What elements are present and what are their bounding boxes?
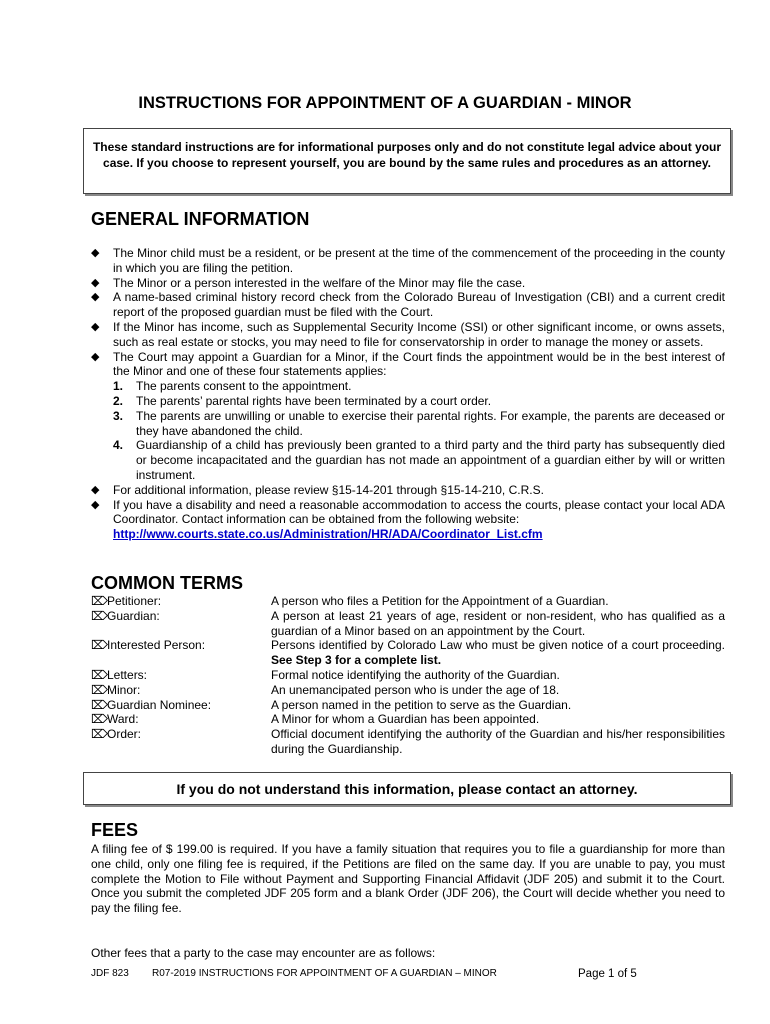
term-label: Interested Person: [107, 638, 206, 653]
list-item: ◆ If the Minor has income, such as Supplemental Security Income (SSI) or other significant income, or owns assets, such as real estate or stocks, you may need to file for conservatorship in order to manage the money or assets. [91, 319, 725, 349]
page-title: INSTRUCTIONS FOR APPOINTMENT OF A GUARDIAN - MINOR [138, 94, 632, 112]
diamond-bullet-icon: ◆ [91, 498, 100, 511]
table-row [91, 609, 725, 639]
table-row [91, 668, 725, 683]
term-definition: Official document identifying the authority of the Guardian and his/her responsibilities during the Guardianship. [271, 727, 725, 756]
common-terms-section [91, 594, 725, 757]
general-information-section [91, 246, 725, 542]
diamond-bullet-icon: ◆ [91, 320, 100, 333]
table-row [91, 638, 725, 668]
diamond-bullet-icon: ◆ [91, 350, 100, 363]
list-item: ◆ The Minor child must be a resident, or be present at the time of the commencement of the proceeding in the county in which you are filing the petition. [91, 246, 725, 275]
term-definition: A Minor for whom a Guardian has been appointed. [271, 712, 540, 727]
ada-coordinator-link[interactable]: http://www.courts.state.co.us/Administration/HR/ADA/Coordinator_List.cfm [113, 527, 543, 542]
fees-paragraph: A filing fee of $ 199.00 is required. If you have a family situation that requires you to file a guardianship for more than one child, only one filing fee is required, if the Petitions are filed on the same day. If you are unable to pay, you must complete the Motion to File without Payment and Supporting Financial Affidavit (JDF 205) and submit it to the Court. Once you submit the completed JDF 205 form and a blank Order (JDF 206), the Court will decide whether you need to pay the filing fee. [91, 842, 725, 916]
table-row [91, 727, 725, 757]
term-definition: Formal notice identifying the authority of the Guardian. [271, 667, 560, 682]
general-information-heading: GENERAL INFORMATION [91, 209, 310, 229]
term-definition: A person who files a Petition for the Appointment of a Guardian. [271, 594, 609, 608]
common-terms-heading: COMMON TERMS [91, 573, 243, 593]
diamond-bullet-icon: ◆ [91, 291, 100, 304]
list-item: ◆ The Court may appoint a Guardian for a Minor, if the Court finds the appointment would be in the best interest of the Minor and one of these four statements applies: 1. The parents consent to the appointment. 2. The parents’ parental rights have been terminated by a court order. 3. The parents are unwilling or unable to exercise their parental rights. For example, the parents are deceased or they have abandoned the child. 4. Guardianship of a child has previously been granted to a third party and the third party has subsequently died or become incapacitated and the guardian has not made an appointment of a guardian either by will or written instrument. [91, 349, 725, 482]
term-label: Petitioner: [107, 594, 162, 608]
term-label: Order: [107, 727, 142, 742]
list-item: ◆ For additional information, please review §15-14-201 through §15-14-210, C.R.S. [91, 482, 544, 497]
diamond-bullet-icon: ◆ [91, 276, 100, 289]
term-label: Minor: [107, 682, 141, 697]
term-definition: A person at least 21 years of age, resident or non-resident, who has qualified as a guardian of a Minor based on an appointment by the Court. [271, 608, 725, 638]
diamond-bullet-icon: ◆ [91, 247, 100, 259]
term-label: Guardian: [107, 608, 160, 623]
statements-list [113, 379, 725, 483]
term-reference: See Step 3 for a complete list. [271, 653, 442, 668]
checkbox-arrow-icon: ⌦ [91, 667, 108, 682]
checkbox-arrow-icon: ⌦ [91, 594, 108, 608]
footer-form-number: JDF 823 [91, 968, 129, 979]
checkbox-arrow-icon: ⌦ [91, 682, 108, 697]
attorney-notice-box [83, 772, 731, 805]
checkbox-arrow-icon: ⌦ [91, 608, 108, 623]
table-row [91, 683, 725, 698]
attorney-notice-text: If you do not understand this information, please contact an attorney. [176, 781, 638, 797]
terms-table [91, 594, 725, 757]
footer-page-number: Page 1 of 5 [578, 968, 637, 980]
checkbox-arrow-icon: ⌦ [91, 727, 108, 742]
checkbox-arrow-icon: ⌦ [91, 638, 108, 653]
table-row [91, 594, 725, 609]
list-item: ◆ The Minor or a person interested in the welfare of the Minor may file the case. [91, 275, 526, 290]
disclaimer-text: These standard instructions are for informational purposes only and do not constitute legal advice about your case. If you choose to represent yourself, you are bound by the same rules and procedures as an attorney. [92, 140, 722, 170]
checkbox-arrow-icon: ⌦ [91, 712, 108, 727]
term-definition: An unemancipated person who is under the age of 18. [271, 682, 560, 697]
statement-item: 3. The parents are unwilling or unable to exercise their parental rights. For example, the parents are deceased or they have abandoned the child. [113, 408, 725, 438]
table-row [91, 698, 725, 713]
checkbox-arrow-icon: ⌦ [91, 697, 108, 712]
other-fees-paragraph: Other fees that a party to the case may encounter are as follows: [91, 945, 436, 960]
term-label: Letters: [107, 667, 148, 682]
statement-item: 2. The parents’ parental rights have been terminated by a court order. [113, 393, 492, 408]
statement-item: 4. Guardianship of a child has previously been granted to a third party and the third party has subsequently died or become incapacitated and the guardian has not made an appointment of a guardian either by will or written instrument. [113, 438, 725, 482]
term-definition: Persons identified by Colorado Law who must be given notice of a court proceeding. See Step 3 for a complete list. [271, 638, 725, 668]
footer-revision: R07-2019 INSTRUCTIONS FOR APPOINTMENT OF A GUARDIAN – MINOR [152, 968, 497, 979]
list-item: ◆ A name-based criminal history record check from the Colorado Bureau of Investigation (CBI) and a current credit report of the proposed guardian must be filed with the Court. [91, 290, 725, 320]
list-item: ◆ If you have a disability and need a reasonable accommodation to access the courts, please contact your local ADA Coordinator. Contact information can be obtained from the following website: http://www.courts.state.co.us/Administration/HR/ADA/Coordinator_List.cfm [91, 497, 725, 542]
term-label: Guardian Nominee: [107, 697, 212, 712]
statement-item: 1. The parents consent to the appointment. [113, 379, 352, 394]
disclaimer-box [83, 128, 731, 194]
term-definition: A person named in the petition to serve as the Guardian. [271, 697, 572, 712]
fees-section [91, 842, 725, 961]
fees-heading: FEES [91, 820, 139, 840]
diamond-bullet-icon: ◆ [91, 483, 100, 496]
term-label: Ward: [107, 712, 139, 727]
table-row [91, 712, 725, 727]
